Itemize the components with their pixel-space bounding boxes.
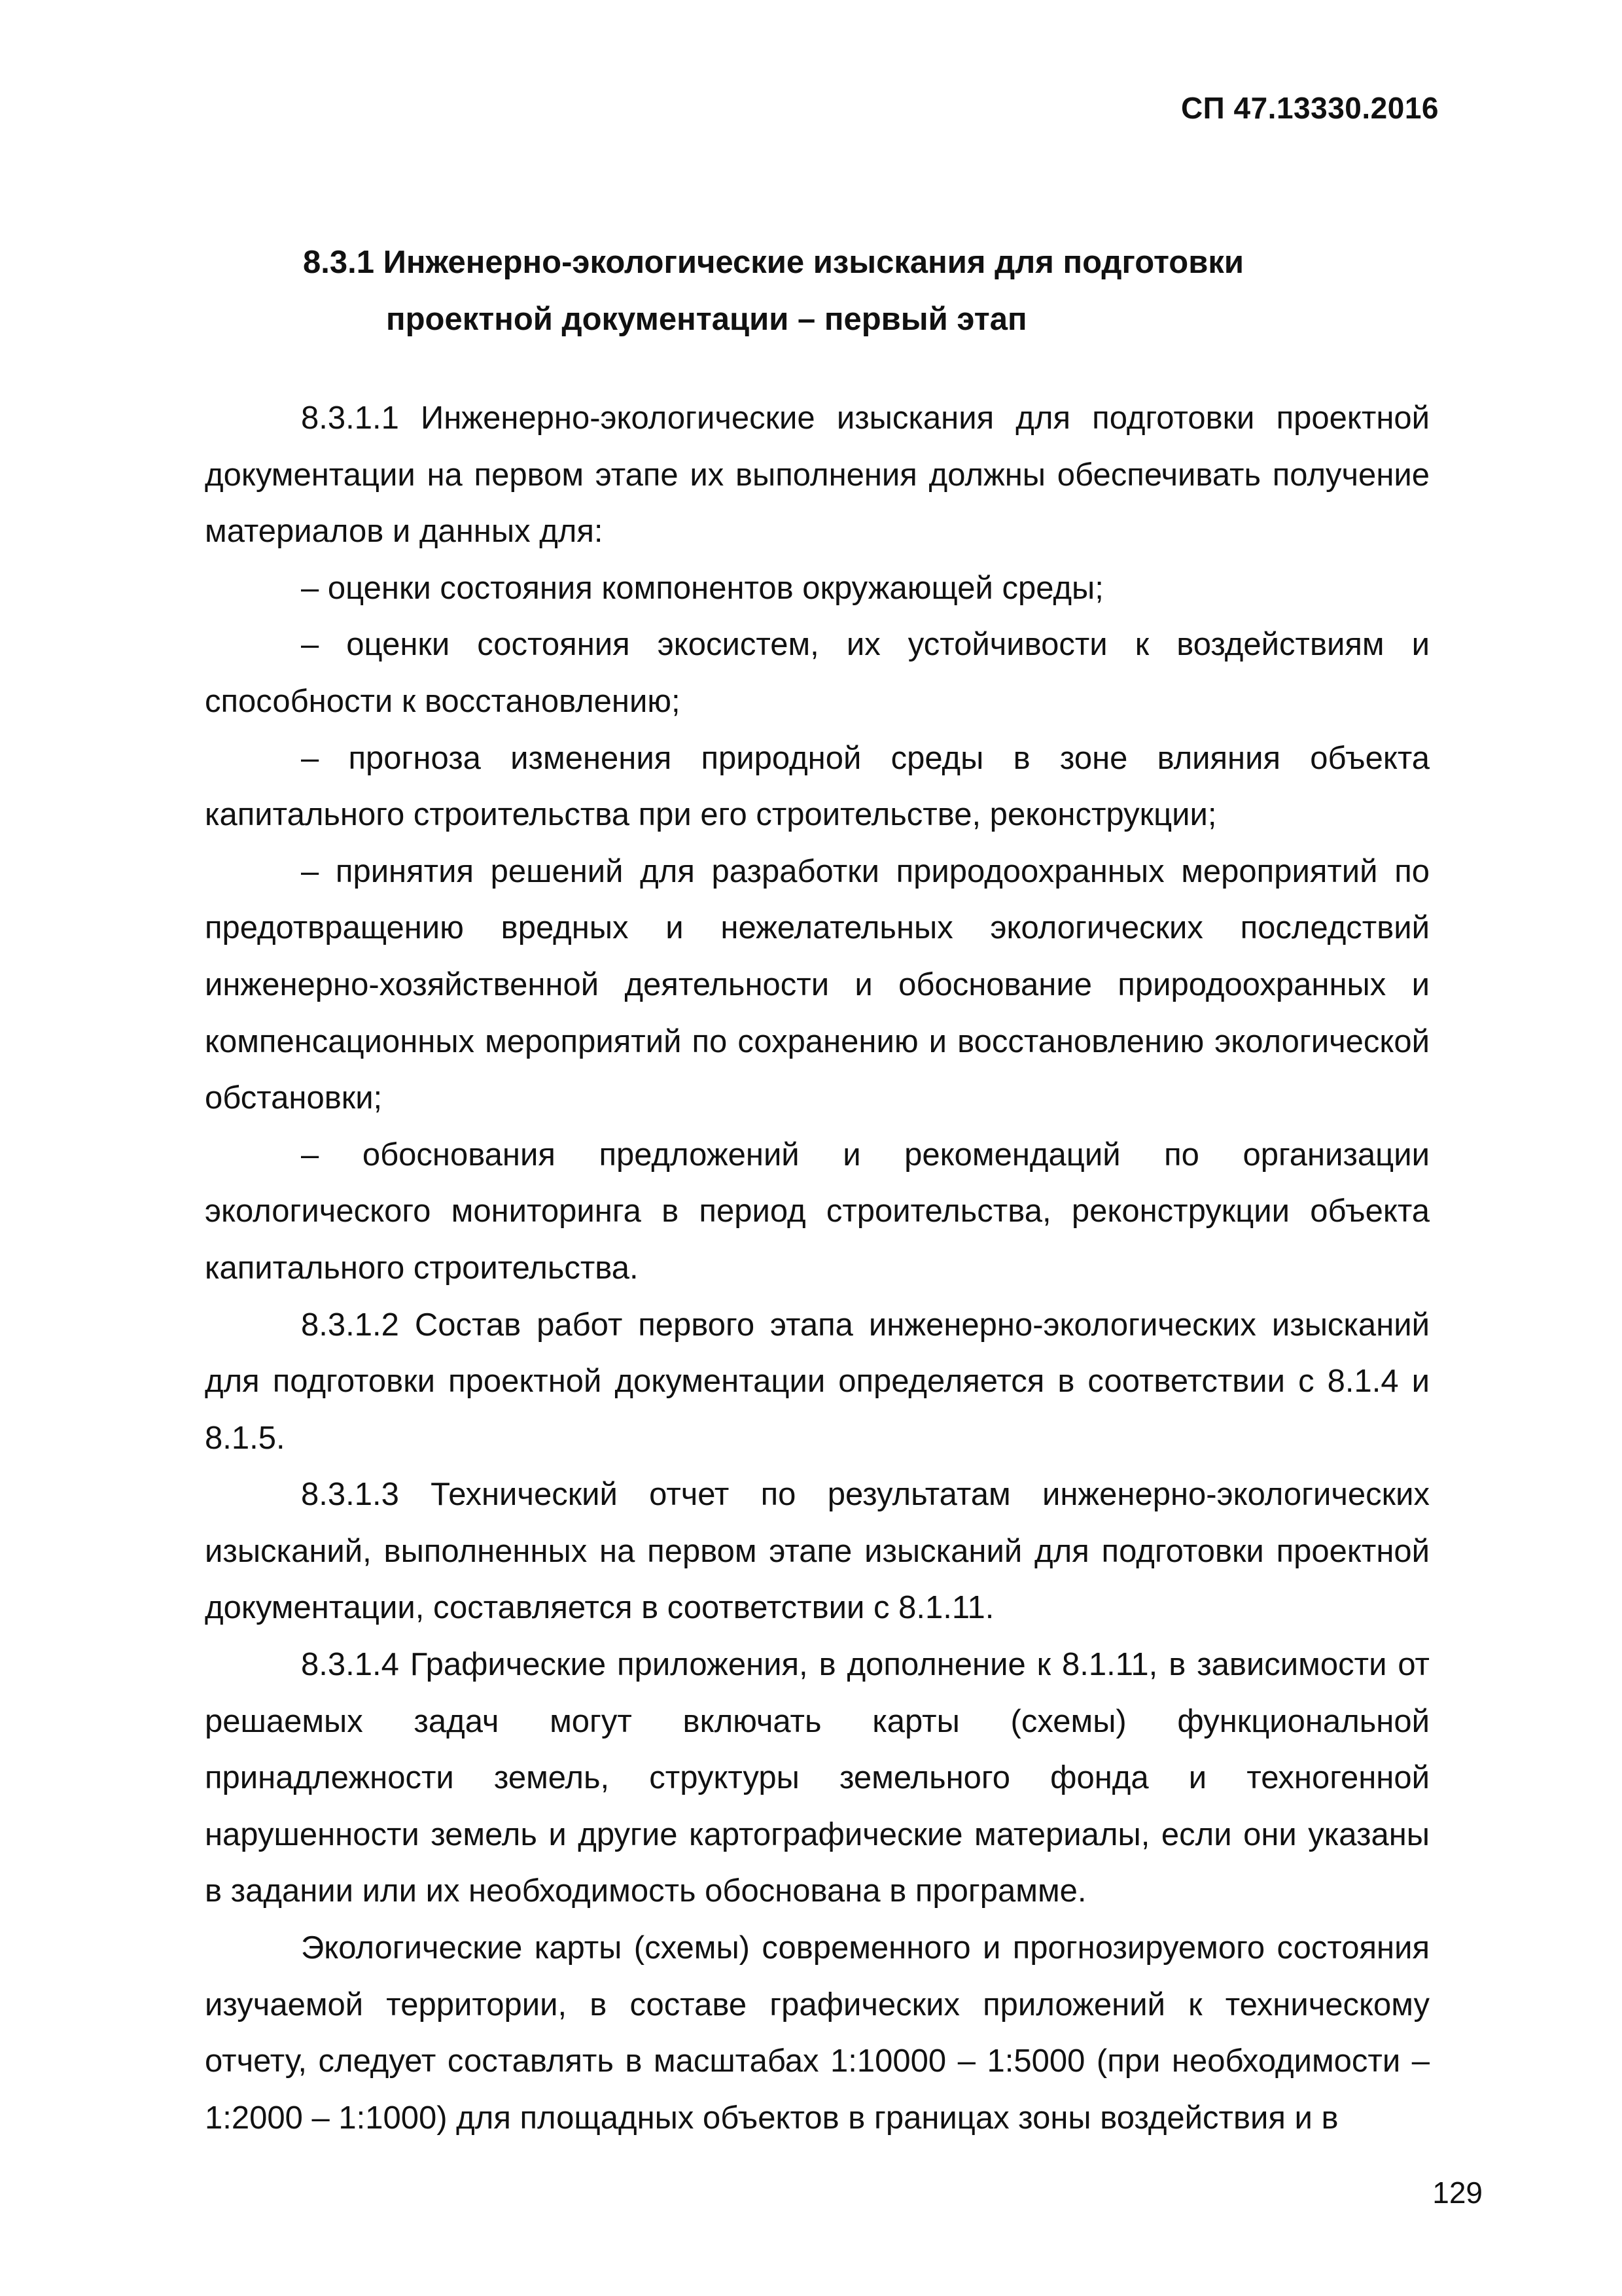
paragraph-8-3-1-2: 8.3.1.2 Состав работ первого этапа инженерно-экологических изысканий для подготовки проектной документации определяется в соответствии с 8.1.4 и 8.1.5. [205, 1307, 1430, 1456]
section-title [303, 234, 1415, 348]
document-code: СП 47.13330.2016 [1180, 91, 1439, 125]
paragraph-ecological-maps: Экологические карты (схемы) современного и прогнозируемого состояния изучаемой территории, в составе графических приложений к техническому отчету, следует составлять в масштабах 1:10000 – 1:5000 (при необходимости – 1:2000 – 1:1000) для площадных объектов в границах зоны воздействия и в [205, 1930, 1430, 2136]
paragraph-8-3-1-3: 8.3.1.3 Технический отчет по результатам инженерно-экологических изысканий, выполненных на первом этапе изысканий для подготовки проектной документации, составляется в соответствии с 8.1.11. [205, 1477, 1430, 1626]
section-title-line-2: проектной документации – первый этап [386, 302, 1027, 337]
page-number: 129 [1432, 2176, 1483, 2210]
list-item-ecosystem-assessment: – оценки состояния экосистем, их устойчивости к воздействиям и способности к восстановлению; [205, 627, 1430, 719]
body-text [205, 390, 1430, 2146]
paragraph-8-3-1-1: 8.3.1.1 Инженерно-экологические изыскания для подготовки проектной документации на первом этапе их выполнения должны обеспечивать получение материалов и данных для: [205, 400, 1430, 550]
list-item-decisions: – принятия решений для разработки природоохранных мероприятий по предотвращению вредных и нежелательных экологических последствий инженерно-хозяйственной деятельности и обоснование природоохранных и компенсационных мероприятий по сохранению и восстановлению экологической обстановки; [205, 853, 1430, 1116]
list-item-environment-assessment: – оценки состояния компонентов окружающей среды; [301, 570, 1104, 606]
list-item-forecast: – прогноза изменения природной среды в зоне влияния объекта капитального строительства при его строительстве, реконструкции; [205, 740, 1430, 833]
paragraph-8-3-1-4: 8.3.1.4 Графические приложения, в дополнение к 8.1.11, в зависимости от решаемых задач могут включать карты (схемы) функциональной принадлежности земель, структуры земельного фонда и техногенной нарушенности земель и другие картографические материалы, если они указаны в задании или их необходимость обоснована в программе. [205, 1647, 1430, 1909]
list-item-monitoring: – обоснования предложений и рекомендаций по организации экологического мониторинга в период строительства, реконструкции объекта капитального строительства. [205, 1137, 1430, 1286]
section-title-line-1: 8.3.1 Инженерно-экологические изыскания для подготовки [303, 245, 1244, 280]
